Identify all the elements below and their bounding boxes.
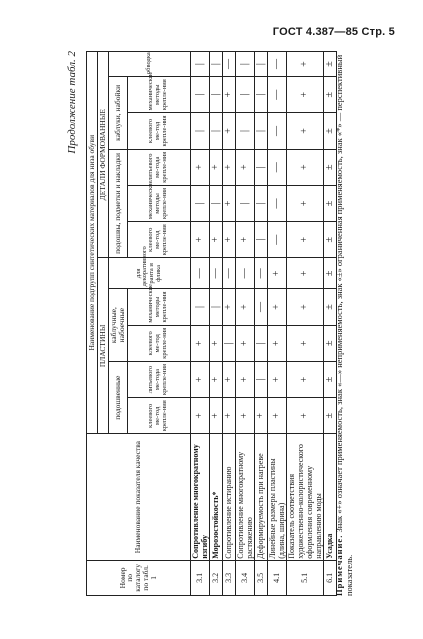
row-value-cell: | [235, 113, 254, 149]
table-row [286, 52, 323, 596]
row-value-cell: + [286, 52, 323, 77]
row-value-cell: — [267, 185, 286, 221]
plates-sub-header: подошвенные [108, 361, 127, 434]
row-value-cell: + [286, 149, 323, 185]
row-value-cell: — [209, 258, 222, 289]
row-value-cell: ± [323, 185, 336, 221]
row-value-cell: + [267, 258, 286, 289]
row-value-cell: + [222, 185, 235, 221]
row-value-cell: | [190, 185, 209, 221]
row-value-cell: + [235, 222, 254, 258]
fastening-header: клеевого ме-тод крепле-ния [127, 222, 190, 258]
parts-sub-header: каблуки, набойки [108, 77, 127, 150]
table-row [222, 52, 235, 596]
rotated-table-block [66, 51, 362, 596]
row-value-cell: + [286, 185, 323, 221]
row-value-cell: + [235, 398, 254, 434]
row-value-cell: | [190, 77, 209, 113]
row-value-cell: | [235, 77, 254, 113]
row-value-cell: + [222, 222, 235, 258]
row-value-cell: + [286, 289, 323, 325]
row-value-cell: + [235, 149, 254, 185]
row-value-cell: + [222, 289, 235, 325]
fastening-header: клеевого ме-тод крепле-ния [127, 113, 190, 149]
row-value-cell: + [222, 113, 235, 149]
row-indicator-name: Деформируемость при нагреве [254, 434, 267, 560]
row-value-cell: + [222, 361, 235, 397]
row-value-cell: + [222, 149, 235, 185]
row-value-cell: — [190, 258, 209, 289]
plates-sub-header: для декоративного рантa и фликa [108, 258, 190, 289]
row-value-cell: | [209, 113, 222, 149]
row-value-cell: + [267, 325, 286, 361]
row-value-cell: + [235, 361, 254, 397]
row-value-cell: — [267, 77, 286, 113]
group-title: Наименование подгрупп синтетических материалов для низа обуви [87, 52, 98, 434]
row-value-cell: — [222, 52, 235, 77]
table-row [235, 52, 254, 596]
row-value-cell: + [190, 222, 209, 258]
row-number: 3.2 [209, 560, 222, 595]
row-value-cell: + [209, 325, 222, 361]
page-header: ГОСТ 4.387—85 Стр. 5 [272, 26, 395, 38]
row-value-cell: + [209, 222, 222, 258]
fastening-header: литьевого ме-тода крепле-ния [127, 361, 190, 397]
row-value-cell: + [286, 113, 323, 149]
row-value-cell: | [209, 52, 222, 77]
fastening-header: механические методы крепле-ния [127, 77, 190, 113]
row-value-cell: + [286, 222, 323, 258]
fastening-header: литьевого ме-тода крепле-ния [127, 149, 190, 185]
row-number: 3.5 [254, 560, 267, 595]
row-value-cell: ± [323, 52, 336, 77]
row-value-cell: ± [323, 149, 336, 185]
row-value-cell: | [190, 289, 209, 325]
row-number: 4.1 [267, 560, 286, 595]
row-value-cell: ± [323, 113, 336, 149]
row-value-cell: + [222, 398, 235, 434]
row-value-cell: — [254, 289, 267, 325]
quality-indicators-table [86, 51, 337, 596]
row-value-cell: | [254, 113, 267, 149]
row-number: 3.3 [222, 560, 235, 595]
row-indicator-name: Линейные размеры пластины (длина, ширина) [267, 434, 286, 560]
row-indicator-name: Показатель соответствия художественно-колористического оформления современному направлению моды [286, 434, 323, 560]
row-value-cell: + [190, 398, 209, 434]
row-value-cell: — [267, 222, 286, 258]
row-value-cell: | [254, 149, 267, 185]
table-note [334, 51, 354, 596]
note-text: Знак «+» означает применяемость, знак «—» неприменяемость, знак «±» ограниченная применяемость, знак «*» — перспективный показатель. [334, 54, 355, 596]
row-value-cell: + [209, 398, 222, 434]
row-value-cell: ± [323, 325, 336, 361]
col-header-number: Номер по каталогу по табл. 1 [87, 560, 191, 595]
row-value-cell: ± [323, 77, 336, 113]
row-value-cell: | [254, 361, 267, 397]
row-value-cell: + [254, 398, 267, 434]
row-value-cell: ± [323, 222, 336, 258]
row-indicator-name: Сопротивление многократному изгибу [190, 434, 209, 560]
row-value-cell: | [235, 185, 254, 221]
row-value-cell: ± [323, 398, 336, 434]
row-value-cell: | [254, 52, 267, 77]
row-number: 5.1 [286, 560, 323, 595]
row-value-cell: — [267, 113, 286, 149]
row-value-cell: + [286, 77, 323, 113]
row-value-cell: | [209, 77, 222, 113]
row-value-cell: + [267, 398, 286, 434]
row-value-cell: + [190, 361, 209, 397]
note-label: Примечание. [334, 534, 344, 596]
row-value-cell: — [254, 258, 267, 289]
row-value-cell: — [267, 52, 286, 77]
row-value-cell: + [222, 77, 235, 113]
row-value-cell: — [235, 258, 254, 289]
row-value-cell: — [222, 258, 235, 289]
row-value-cell: | [254, 325, 267, 361]
fastening-header: клеевого ме-тод крепле-ния [127, 398, 190, 434]
parts-sub-header: подошвы, подметки и накладки [108, 149, 127, 258]
row-value-cell: | [254, 185, 267, 221]
row-value-cell: + [235, 325, 254, 361]
row-value-cell: + [209, 149, 222, 185]
row-value-cell: + [267, 289, 286, 325]
plates-sub-header: каблучные, набоечные [108, 289, 127, 362]
fastening-header: клеевого ме-тод крепле-ния [127, 325, 190, 361]
row-value-cell: + [286, 325, 323, 361]
row-value-cell: + [267, 361, 286, 397]
fastening-header: механические методы крепле-ния [127, 185, 190, 221]
row-indicator-name: Сопротивление многократному растяжению [235, 434, 254, 560]
row-value-cell: ± [323, 361, 336, 397]
fastening-header: механические методы крепле-ния [127, 289, 190, 325]
row-value-cell: ± [323, 258, 336, 289]
row-indicator-name: Усадка [323, 434, 336, 560]
row-value-cell: | [209, 289, 222, 325]
row-number: 3.1 [190, 560, 209, 595]
row-value-cell: | [235, 52, 254, 77]
row-value-cell: + [209, 361, 222, 397]
col-header-name: Наименование показателя качества [87, 434, 191, 560]
row-value-cell: ± [323, 289, 336, 325]
row-number: 6.1 [323, 560, 336, 595]
plates-header: ПЛАСТИНЫ [97, 258, 108, 434]
row-value-cell: + [190, 149, 209, 185]
row-value-cell: + [235, 289, 254, 325]
table-row [267, 52, 286, 596]
table-continuation-label: Продолжение табл. 2 [66, 51, 78, 154]
row-value-cell: | [190, 52, 209, 77]
row-value-cell: + [286, 398, 323, 434]
row-value-cell: + [286, 361, 323, 397]
parts-sub-header: обводка [108, 52, 190, 77]
row-indicator-name: Сопротивление истиранию [222, 434, 235, 560]
row-value-cell: + [190, 325, 209, 361]
row-value-cell: | [190, 113, 209, 149]
table-row [209, 52, 222, 596]
table-row [254, 52, 267, 596]
row-value-cell: | [254, 222, 267, 258]
row-indicator-name: Морозостойкость* [209, 434, 222, 560]
row-number: 3.4 [235, 560, 254, 595]
row-value-cell: | [209, 185, 222, 221]
row-value-cell: | [254, 77, 267, 113]
table-row [190, 52, 209, 596]
row-value-cell: — [267, 149, 286, 185]
row-value-cell: | [222, 325, 235, 361]
parts-header: ДЕТАЛИ ФОРМОВАННЫЕ [97, 52, 108, 258]
row-value-cell: + [286, 258, 323, 289]
